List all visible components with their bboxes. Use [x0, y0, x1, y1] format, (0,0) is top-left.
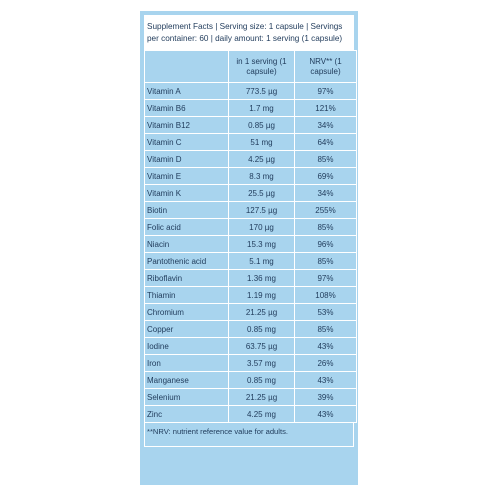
table-row — [145, 372, 357, 389]
nutrient-name: Pantothenic acid — [145, 253, 229, 270]
nutrient-table — [144, 50, 357, 423]
nutrient-amount: 5.1 mg — [229, 253, 295, 270]
table-row — [145, 389, 357, 406]
nutrient-nrv: 85% — [295, 219, 357, 236]
nutrient-name: Vitamin E — [145, 168, 229, 185]
nutrient-nrv: 43% — [295, 406, 357, 423]
nutrient-nrv: 121% — [295, 100, 357, 117]
nutrient-amount: 15.3 mg — [229, 236, 295, 253]
nutrient-nrv: 53% — [295, 304, 357, 321]
nutrient-amount: 21.25 µg — [229, 304, 295, 321]
nutrient-amount: 1.19 mg — [229, 287, 295, 304]
nutrient-nrv: 69% — [295, 168, 357, 185]
nutrient-nrv: 85% — [295, 321, 357, 338]
column-header-serving: in 1 serving (1 capsule) — [229, 51, 295, 83]
nutrient-name: Riboflavin — [145, 270, 229, 287]
nutrient-amount: 773.5 µg — [229, 83, 295, 100]
table-row — [145, 321, 357, 338]
nutrient-name: Iron — [145, 355, 229, 372]
nutrient-nrv: 34% — [295, 117, 357, 134]
nutrient-amount: 4.25 mg — [229, 406, 295, 423]
nutrient-amount: 63.75 µg — [229, 338, 295, 355]
nutrient-nrv: 39% — [295, 389, 357, 406]
nutrient-nrv: 85% — [295, 253, 357, 270]
nutrient-nrv: 97% — [295, 83, 357, 100]
nutrient-nrv: 108% — [295, 287, 357, 304]
table-row — [145, 100, 357, 117]
nutrient-name: Thiamin — [145, 287, 229, 304]
nutrient-nrv: 97% — [295, 270, 357, 287]
nutrient-nrv: 96% — [295, 236, 357, 253]
nutrient-nrv: 255% — [295, 202, 357, 219]
table-row — [145, 117, 357, 134]
nrv-footnote — [144, 423, 354, 447]
label-header-text: Supplement Facts | Serving size: 1 capsule | Servings per container: 60 | daily amount: 1 serving (1 capsule) — [147, 21, 343, 43]
nutrient-nrv: 34% — [295, 185, 357, 202]
nutrient-amount: 4.25 µg — [229, 151, 295, 168]
nutrient-name: Iodine — [145, 338, 229, 355]
nutrient-amount: 0.85 µg — [229, 117, 295, 134]
table-row — [145, 185, 357, 202]
nutrient-name: Niacin — [145, 236, 229, 253]
nutrient-name: Vitamin C — [145, 134, 229, 151]
label-header — [144, 15, 354, 50]
table-row — [145, 253, 357, 270]
nutrient-name: Manganese — [145, 372, 229, 389]
nutrient-name: Chromium — [145, 304, 229, 321]
table-row — [145, 338, 357, 355]
nutrient-amount: 51 mg — [229, 134, 295, 151]
supplement-facts-label — [139, 10, 359, 486]
nutrient-nrv: 85% — [295, 151, 357, 168]
nutrient-name: Vitamin D — [145, 151, 229, 168]
table-row — [145, 270, 357, 287]
nutrient-name: Vitamin B12 — [145, 117, 229, 134]
nutrient-name: Biotin — [145, 202, 229, 219]
nutrient-amount: 1.7 mg — [229, 100, 295, 117]
nutrient-amount: 0.85 mg — [229, 372, 295, 389]
table-row — [145, 406, 357, 423]
column-header-nutrient — [145, 51, 229, 83]
table-row — [145, 168, 357, 185]
table-row — [145, 151, 357, 168]
nutrient-name: Zinc — [145, 406, 229, 423]
nutrient-nrv: 64% — [295, 134, 357, 151]
nutrient-amount: 1.36 mg — [229, 270, 295, 287]
nutrient-nrv: 26% — [295, 355, 357, 372]
table-row — [145, 236, 357, 253]
table-header-row — [145, 51, 357, 83]
table-row — [145, 219, 357, 236]
nutrient-name: Copper — [145, 321, 229, 338]
nutrient-nrv: 43% — [295, 338, 357, 355]
nutrient-name: Vitamin B6 — [145, 100, 229, 117]
nutrient-amount: 21.25 µg — [229, 389, 295, 406]
nutrient-name: Vitamin A — [145, 83, 229, 100]
column-header-nrv: NRV** (1 capsule) — [295, 51, 357, 83]
nutrient-nrv: 43% — [295, 372, 357, 389]
footnote-text: **NRV: nutrient reference value for adults. — [147, 427, 288, 436]
nutrient-amount: 3.57 mg — [229, 355, 295, 372]
nutrient-amount: 127.5 µg — [229, 202, 295, 219]
table-row — [145, 287, 357, 304]
table-row — [145, 355, 357, 372]
nutrient-name: Selenium — [145, 389, 229, 406]
nutrient-amount: 8.3 mg — [229, 168, 295, 185]
nutrient-name: Vitamin K — [145, 185, 229, 202]
nutrient-amount: 170 µg — [229, 219, 295, 236]
table-row — [145, 83, 357, 100]
table-body — [145, 83, 357, 423]
table-row — [145, 304, 357, 321]
nutrient-name: Folic acid — [145, 219, 229, 236]
nutrient-amount: 0.85 mg — [229, 321, 295, 338]
nutrient-amount: 25.5 µg — [229, 185, 295, 202]
table-row — [145, 134, 357, 151]
table-row — [145, 202, 357, 219]
